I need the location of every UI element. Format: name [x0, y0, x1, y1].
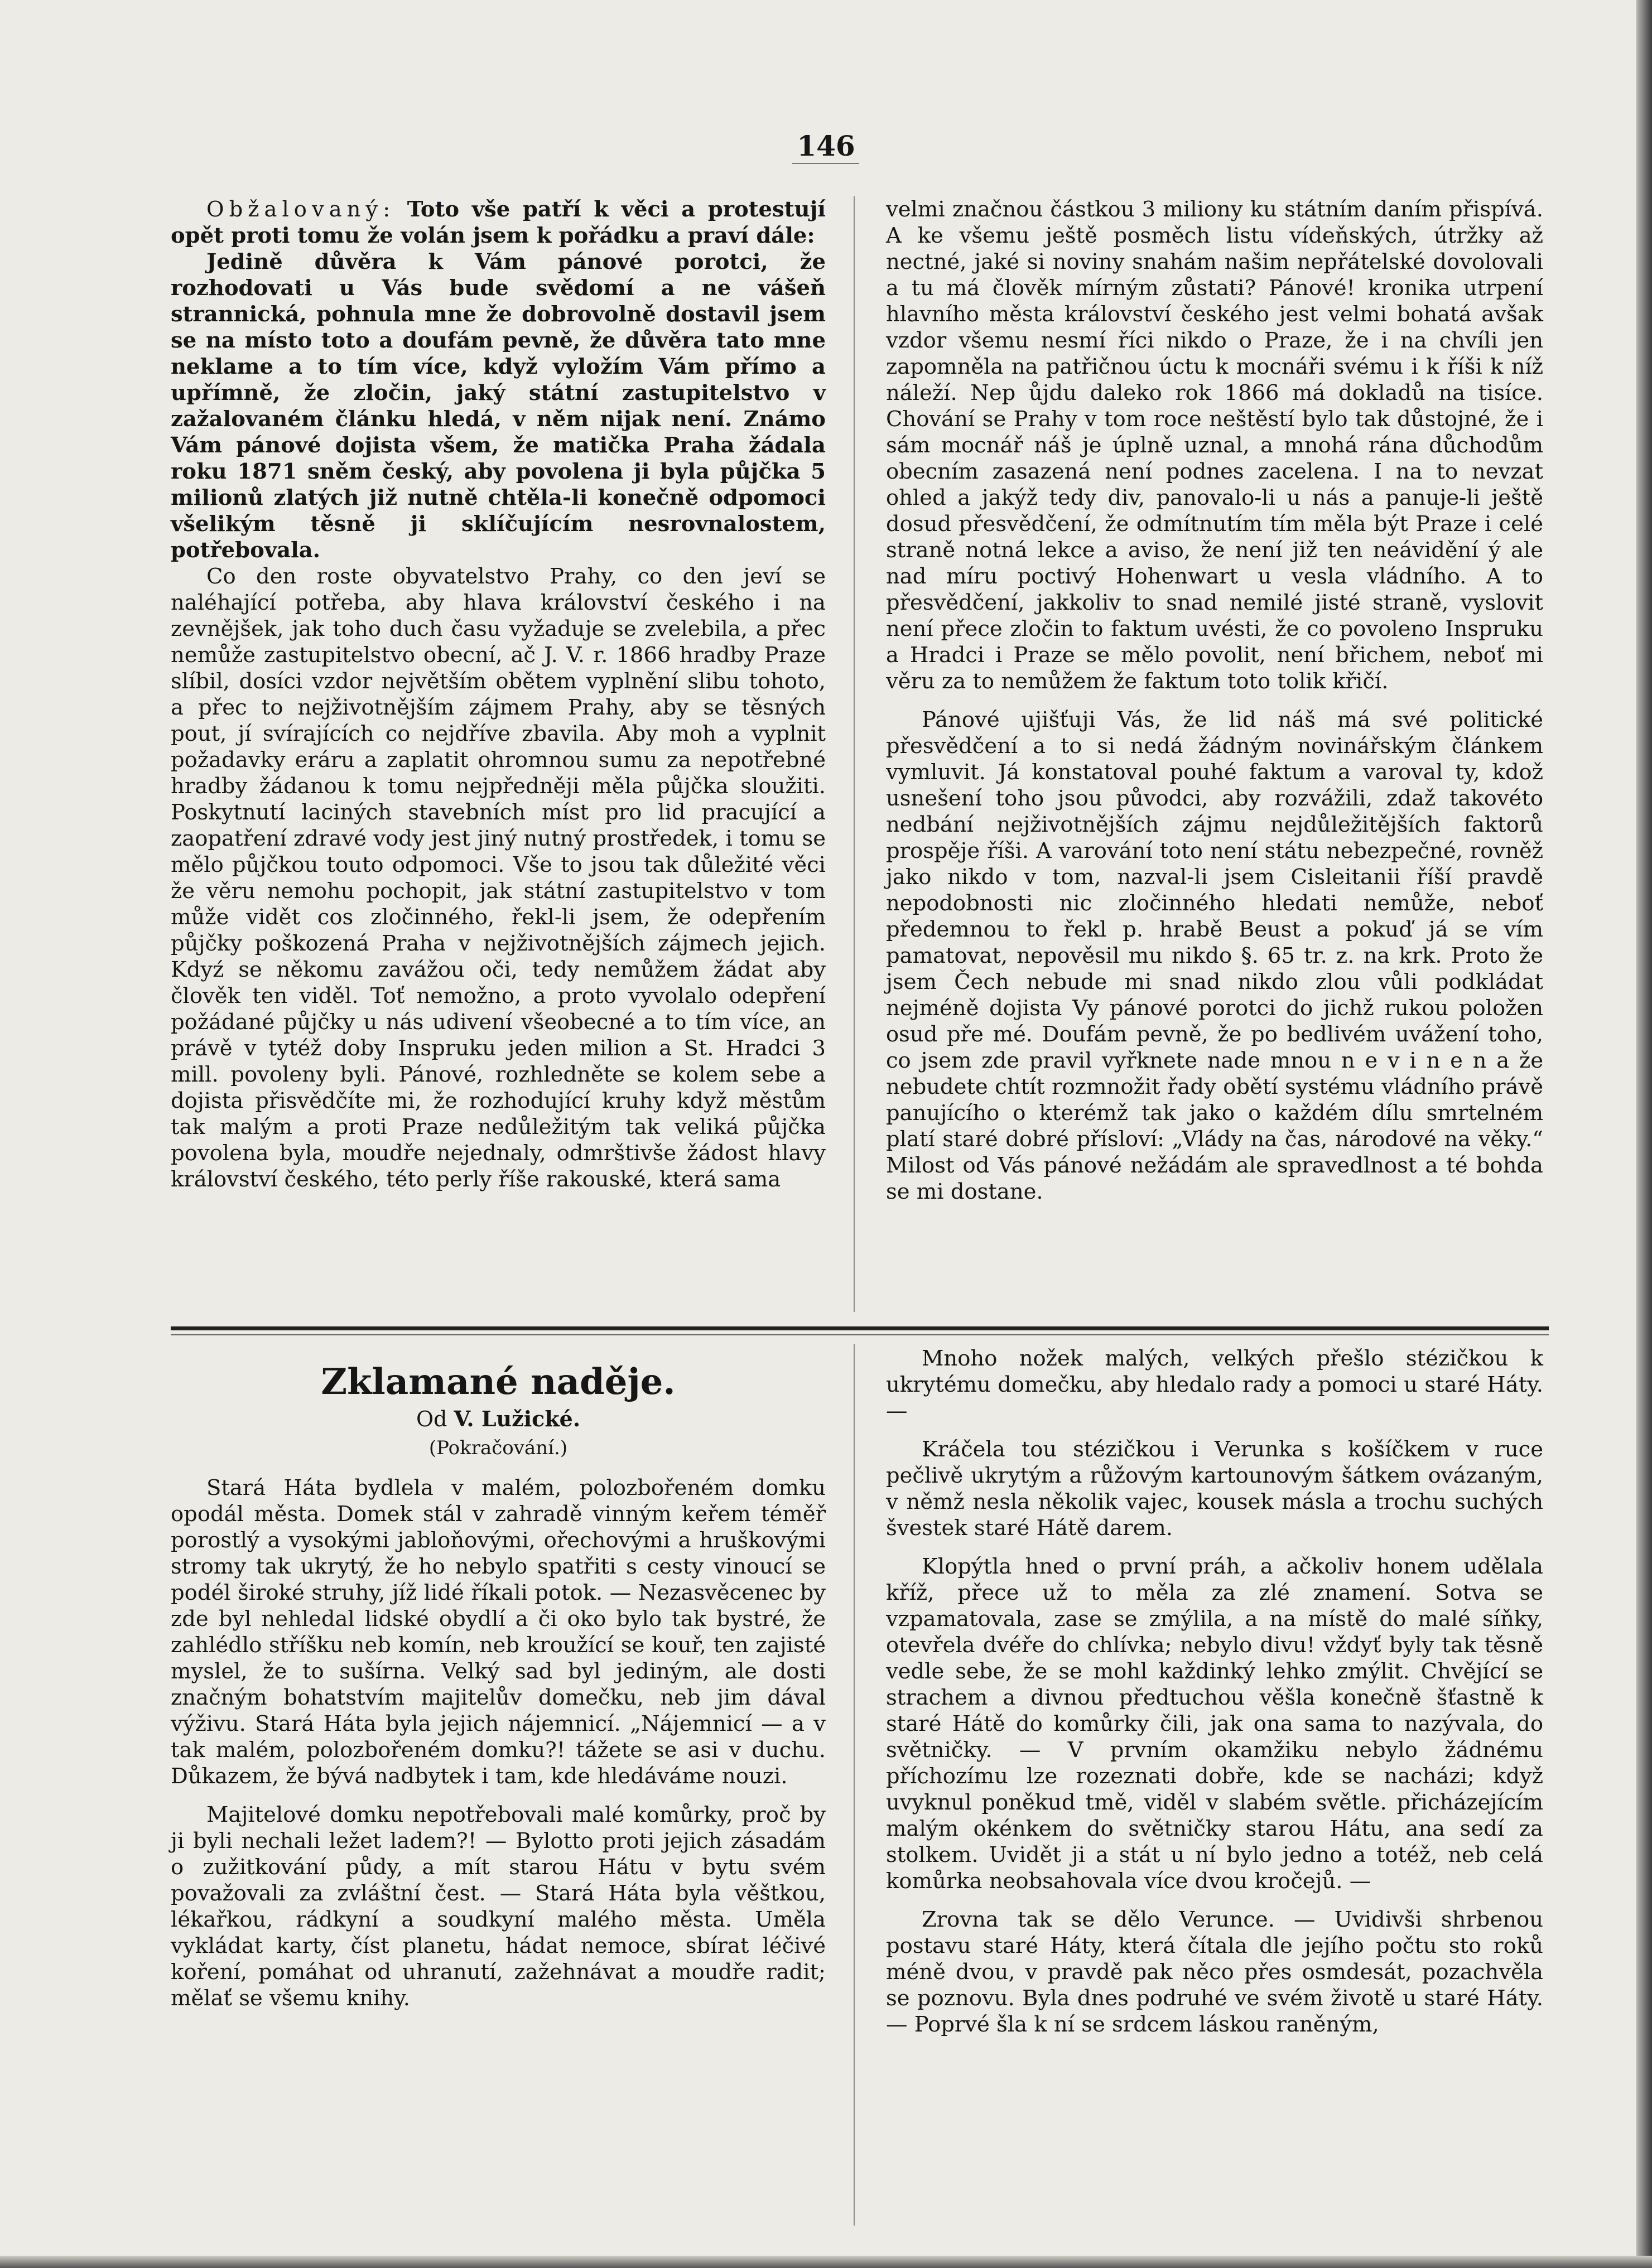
- section-separator-rule: [171, 1326, 1549, 1330]
- story-author: V. Lužické.: [454, 1406, 581, 1431]
- paragraph: Co den roste obyvatelstvo Prahy, co den jeví se naléhající potřeba, aby hlava království českého i na zevnějšek, jak toho duch času vyžaduje se zvelebila, a přec nemůže zastupitelstvo obecní, ač J. V. r. 1866 hradby Praze slíbil, dosíci vzdor největším obětem vyplnění slibu tohoto, a přec to nejživotnějším zájmem Prahy, aby se těsných pout, jí svírajících co nejdříve zbavila. Aby moh a vyplnit požadavky eráru a zaplatit ohromnou sumu za nepotřebné hradby žádanou k tomu nejpředněji měla půjčka sloužiti. Poskytnutí laciných stavebních míst pro lid pracující a zaopatření zdravé vody jest jiný nutný prostředek, i tomu se mělo půjčkou touto odpomoci. Vše to jsou tak důležité věci že věru nemohu pochopit, jak státní zastupitelstvo v tom může vidět cos zločinného, řekl-li jsem, že odepřením půjčky poškozená Praha v nejživotnějších zájmech jejich. Kdyź se někomu zavážou oči, tedy nemůžem žádat aby člověk ten viděl. Toť nemožno, a proto vyvolalo odepření požádané půjčky u nás udivení všeobecné a to tím více, an právě v tytéž doby Inspruku jeden milion a St. Hradci 3 mill. povoleny byli. Pánové, rozhledněte se kolem sebe a dojista přisvědčíte mi, že rozhodující kruhy když městům tak malým a proti Praze nedůležitým tak veliká půjčka povolena byla, moudře nejednaly, odmrštivše žádost hlavy království českého, této perly říše rakouské, která sama: [171, 564, 826, 1192]
- story-right-column: [886, 1345, 1543, 2038]
- paragraph: Pánové ujišťuji Vás, že lid náš má své politické přesvědčení a to si nedá žádným novinářským článkem vymluvit. Já konstatoval pouhé faktum a varoval ty, kdož usnešení toho jsou původci, aby rozvážili, zdaž takovéto nedbání nejživotnějších zájmu nejdůležitějších faktorů prospěje říši. A varování toto není státu nebezpečné, rovněž jako nikdo v tom, nazval-li jsem Cisleitanii říší pravdě nepodobnosti nic zločinného hledati nemůže, neboť předemnou to řekl p. hrabě Beust a pokuď já se vím pamatovat, nepověsil mu nikdo §. 65 tr. z. na krk. Proto že jsem Čech nebude mi snad nikdo zlou vůli podkládat nejméně dojista Vy pánové porotci do jichž rukou položen osud pře mé. Doufám pevně, že po bedlivém uvážení toho, co jsem zde pravil vyřknete nade mnou n e v i n e n a že nebudete chtít rozmnožit řady obětí systému vládního právě panujícího o kterémž tak jako o každém dílu smrtelném platí staré dobré přísloví: „Vlády na čas, národové na věky.“ Milost od Vás pánové nežádám ale spravedlnost a té bohda se mi dostane.: [886, 707, 1543, 1204]
- speaker-label: Obžalovaný:: [206, 197, 396, 222]
- story-title: Zklamané naděje.: [321, 1361, 676, 1403]
- article-left-column: [171, 196, 826, 1193]
- paragraph: Stará Háta bydlela v malém, polozbořeném domku opodál města. Domek stál v zahradě vinným keřem téměř porostlý a vysokými jabloňovými, ořechovými a hruškovými stromy tak ukrytý, že ho nebylo spatřiti s cesty vinoucí se podél široké struhy, jíž lidé říkali potok. — Nezasvěcenec by zde byl nehledal lidské obydlí a či oko bylo tak bystré, že zahlédlo stříšku neb komín, neb kroužící se kouř, ten zajisté myslel, že to sušírna. Velký sad byl jediným, ale dosti značným bohatstvím majitelův domečku, neb jim dával výživu. Stará Háta byla jejich nájemnicí. „Nájemnicí — a v tak malém, polozbořeném domku?! tážete se asi v duchu. Důkazem, že bývá nadbytek i tam, kde hledáváme nouzi.: [171, 1475, 826, 1789]
- paragraph: Mnoho nožek malých, velkých přešlo stézičkou k ukrytému domečku, aby hledalo rady a pomoci u staré Háty. —: [886, 1346, 1543, 1423]
- speaker-text: Toto vše patří k věci a protestují opět proti tomu že volán jsem k pořádku a praví dále:: [171, 197, 826, 248]
- section-separator-rule-thin: [171, 1334, 1549, 1335]
- continuation-note: (Pokračování.): [428, 1437, 568, 1459]
- column-divider-top: [854, 196, 855, 1312]
- story-left-column: [171, 1350, 826, 2011]
- paragraph: Kráčela tou stézičkou i Verunka s košíčkem v ruce pečlivě ukrytým a růžovým kartounovým šátkem ovázaným, v němž nesla několik vajec, kousek másla a trochu suchých švestek staré Hátě darem.: [886, 1437, 1543, 1541]
- paragraph: Klopýtla hned o první práh, a ačkoliv honem udělala kříž, přece už to měla za zlé znamení. Sotva se vzpamatovala, zase se zmýlila, a na místě do malé síňky, otevřela dvéře do chlívka; nebylo divu! vždyť byly tak těsně vedle sebe, že se mohl každinký lehko zmýlit. Chvějící se strachem a divnou předtuchou věšla konečně šťastně k staré Hátě do komůrky čili, jak ona sama to nazývala, do světničky. — V prvním okamžiku nebylo žádnému příchozímu lze rozeznati dobře, kde se nacházi; když uvyknul poněkud tmě, viděl v slabém světle. přicházejícím malým okénkem do světničky starou Hátu, ana sedí za stolkem. Uvidět ji a stát u ní bylo jedno a totéž, neb celá komůrka neobsahovala více dvou kročejů. —: [886, 1554, 1543, 1894]
- paragraph: Zrovna tak se dělo Verunce. — Uvidivši shrbenou postavu staré Háty, která čítala dle jejího počtu sto roků méně dvou, v pravdě pak něco přes osmdesát, pozachvěla se poznovu. Byla dnes podruhé ve svém životě u staré Háty. — Poprvé šla k ní se srdcem láskou raněným,: [886, 1907, 1543, 2037]
- page-number: 146: [797, 129, 855, 162]
- paragraph: [171, 196, 826, 249]
- paragraph: Majitelové domku nepotřebovali malé komůrky, proč by ji byli nechali ležet ladem?! — Bylotto proti jejich zásadám o zužitkování půdy, a mít starou Hátu v bytu svém považovali za zvláštní čest. — Stará Háta byla věštkou, lékařkou, rádkyní a soudkyní malého města. Uměla vykládat karty, číst planetu, hádat nemoce, sbírat léčivé koření, pomáhat od uhranutí, zažehnávat a moudře radit; mělať se všemu knihy.: [171, 1802, 826, 2011]
- scan-edge-bottom: [0, 2256, 1652, 2268]
- scan-edge-right: [1636, 0, 1652, 2268]
- paragraph: Jedině důvěra k Vám pánové porotci, že rozhodovati u Vás bude svědomí a ne vášeň strannická, pohnula mne že dobrovolně dostavil jsem se na místo toto a doufám pevně, že důvěra tato mne neklame a to tím více, když vyložím Vám přímo a upřímně, že zločin, jaký státní zastupitelstvo v zažalovaném článku hledá, v něm nijak není. Známo Vám pánové dojista všem, že matička Praha žádala roku 1871 sněm český, aby povolena ji byla půjčka 5 milionů zlatých již nutně chtěla-li konečně odpomoci všelikým těsně ji sklíčujícím nesrovnalostem, potřebovala.: [171, 249, 826, 563]
- article-right-column: [886, 196, 1543, 1205]
- paragraph: velmi značnou částkou 3 miliony ku státním daním přispívá. A ke všemu ještě posměch listu vídeňských, útržky až nectné, jaké si noviny snahám našim nepřátelské dovolovali a tu má člověk mírným zůstati? Pánové! kronika utrpení hlavního města království českého jest velmi bohatá avšak vzdor všemu nesmí říci nikdo o Praze, že i na chvíli jen zapomněla na patřičnou úctu k mocnáři svému i k říši k níž náleží. Nep ůjdu daleko rok 1866 má dokladů na tisíce. Chování se Prahy v tom roce neštěstí bylo tak důstojné, že i sám mocnář náš je úplně uznal, a mnohá rána důchodům obecním zasazená není podnes zacelena. I na to nevzat ohled a jakýž tedy div, panovalo-li u nás a panuje-li ještě dosud přesvědčení, že odmítnutím tím měla být Praze i celé straně notná lekce a aviso, že není již ten neávidění ý ale nad míru poctivý Hohenwart u vesla vládního. A to přesvědčení, jakkoliv to snad nemilé jisté straně, vyslovit není přece zločin to faktum uvésti, že co povoleno Inspruku a Hradci i Praze se mělo povolit, není břichem, neboť mi věru za to nemůžem že faktum toto tolik křičí.: [886, 197, 1543, 694]
- page-number-underline: [792, 163, 859, 164]
- column-divider-bottom: [854, 1344, 855, 2226]
- story-byline: [171, 1405, 826, 1434]
- byline-prefix: Od: [416, 1407, 447, 1431]
